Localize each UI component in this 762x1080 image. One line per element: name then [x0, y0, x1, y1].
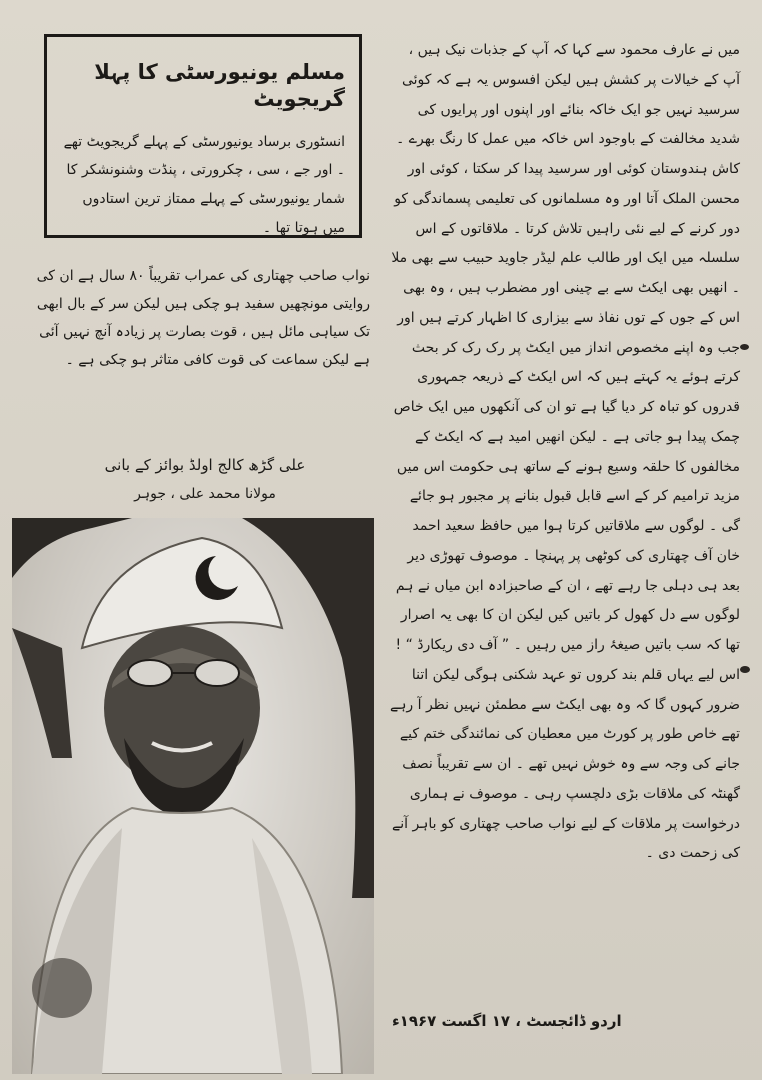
photo-caption	[60, 450, 350, 507]
print-mark	[740, 666, 750, 673]
right-column-paragraph: میں نے عارف محمود سے کہا کہ آپ کے جذبات نیک ہیں ، آپ کے خیالات پر کشش ہیں لیکن افسوس یہ ہے کہ کوئی سرسید نہیں جو ایک خاکہ بنائے اور اپنوں اور پرایوں کی شدید مخالفت کے باوجود اس خاکہ میں عمل کا رنگ بھرے ۔ کاش ہندوستان کوئی اور سرسید پیدا کر سکتا ، کوئی اور محسن الملک آتا اور وہ مسلمانوں کی تعلیمی پسماندگی کو دور کرنے کے لیے نئی راہیں تلاش کرتا ۔ ملاقاتوں کے اس سلسلہ میں ایک اور طالب علم لیڈر جاوید حبیب سے بھی ملا ۔ انھیں بھی ایکٹ سے بے چینی اور مضطرب ہیں ، وہ بھی اس کے جوں کے توں نفاذ سے بیزاری کا اظہار کرتے ہیں اور جب وہ اپنے مخصوص انداز میں ایکٹ پر رک رک کر بحث کرتے ہوئے یہ کہتے ہیں کہ اس ایکٹ کے ذریعہ جمہوری قدروں کو تباہ کر دیا گیا ہے تو ان کی آنکھوں میں ایک خاص چمک پیدا ہو جاتی ہے ۔ لیکن انھیں امید ہے کہ ایکٹ کے مخالفوں کا حلقہ وسیع ہونے کے ساتھ ہی حکومت اس میں مزید ترامیم کر کے اسے قابل قبول بنانے پر مجبور ہو جائے گی ۔ لوگوں سے ملاقاتیں کرتا ہوا میں حافظ سعید احمد خان آف چھتاری کی کوٹھی پر پہنچا ۔ موصوف تھوڑی دیر بعد ہی دہلی جا رہے تھے ، ان کے صاحبزادہ ابن میاں نے ہم لوگوں سے دل کھول کر باتیں کیں لیکن ان کا بھی یہ اصرار تھا کہ سب باتیں صیغۂ راز میں رہیں ۔ ” آف دی ریکارڈ “ ! اس لیے یہاں قلم بند کروں تو عہد شکنی ہوگی لیکن اتنا ضرور کہوں گا کہ وہ بھی ایکٹ سے مطمئن نہیں نظر آ رہے تھے خاص طور پر کورٹ میں معطیان کی نمائندگی ختم کیے جانے کی وجہ سے وہ خوش نہیں تھے ۔ ان سے تقریباً نصف گھنٹہ کی ملاقات بڑی دلچسپ رہی ۔ موصوف نے ہماری درخواست پر ملاقات کے لیے نواب صاحب چھتاری کو باہر آنے کی زحمت دی ۔	[390, 42, 740, 862]
headline-box	[44, 34, 362, 238]
caption-line-1: علی گڑھ کالج اولڈ بوائز کے بانی	[104, 456, 306, 474]
portrait-photo	[12, 518, 374, 1074]
caption-line-2: مولانا محمد علی ، جوہر	[134, 485, 276, 502]
page-footer: اردو ڈائجسٹ ، ۱۷ اگست ۱۹۶۷ء	[392, 1012, 622, 1030]
print-mark	[740, 344, 749, 350]
portrait-illustration	[12, 518, 374, 1074]
left-paragraph: نواب صاحب چھتاری کی عمراب تقریباً ۸۰ سال ہے ان کی روایتی مونچھیں سفید ہو چکی ہیں لیکن سر کے بال ابھی تک سیاہی مائل ہیں ، قوت بصارت پر زیادہ آنچ نہیں آئی ہے لیکن سماعت کی قوت کافی متاثر ہو چکی ہے ۔	[36, 268, 370, 368]
headline-body: انسٹوری برساد یونیورسٹی کے پہلے گریجویٹ تھے ۔ اور جے ، سی ، چکرورتی ، پنڈت وشنونشکر کا شمار یونیورسٹی کے پہلے ممتاز ترین استادوں میں ہوتا تھا ۔	[63, 133, 345, 236]
right-column-text	[388, 36, 740, 869]
headline-title: مسلم یونیورسٹی کا پہلا گریجویٹ	[94, 60, 345, 112]
